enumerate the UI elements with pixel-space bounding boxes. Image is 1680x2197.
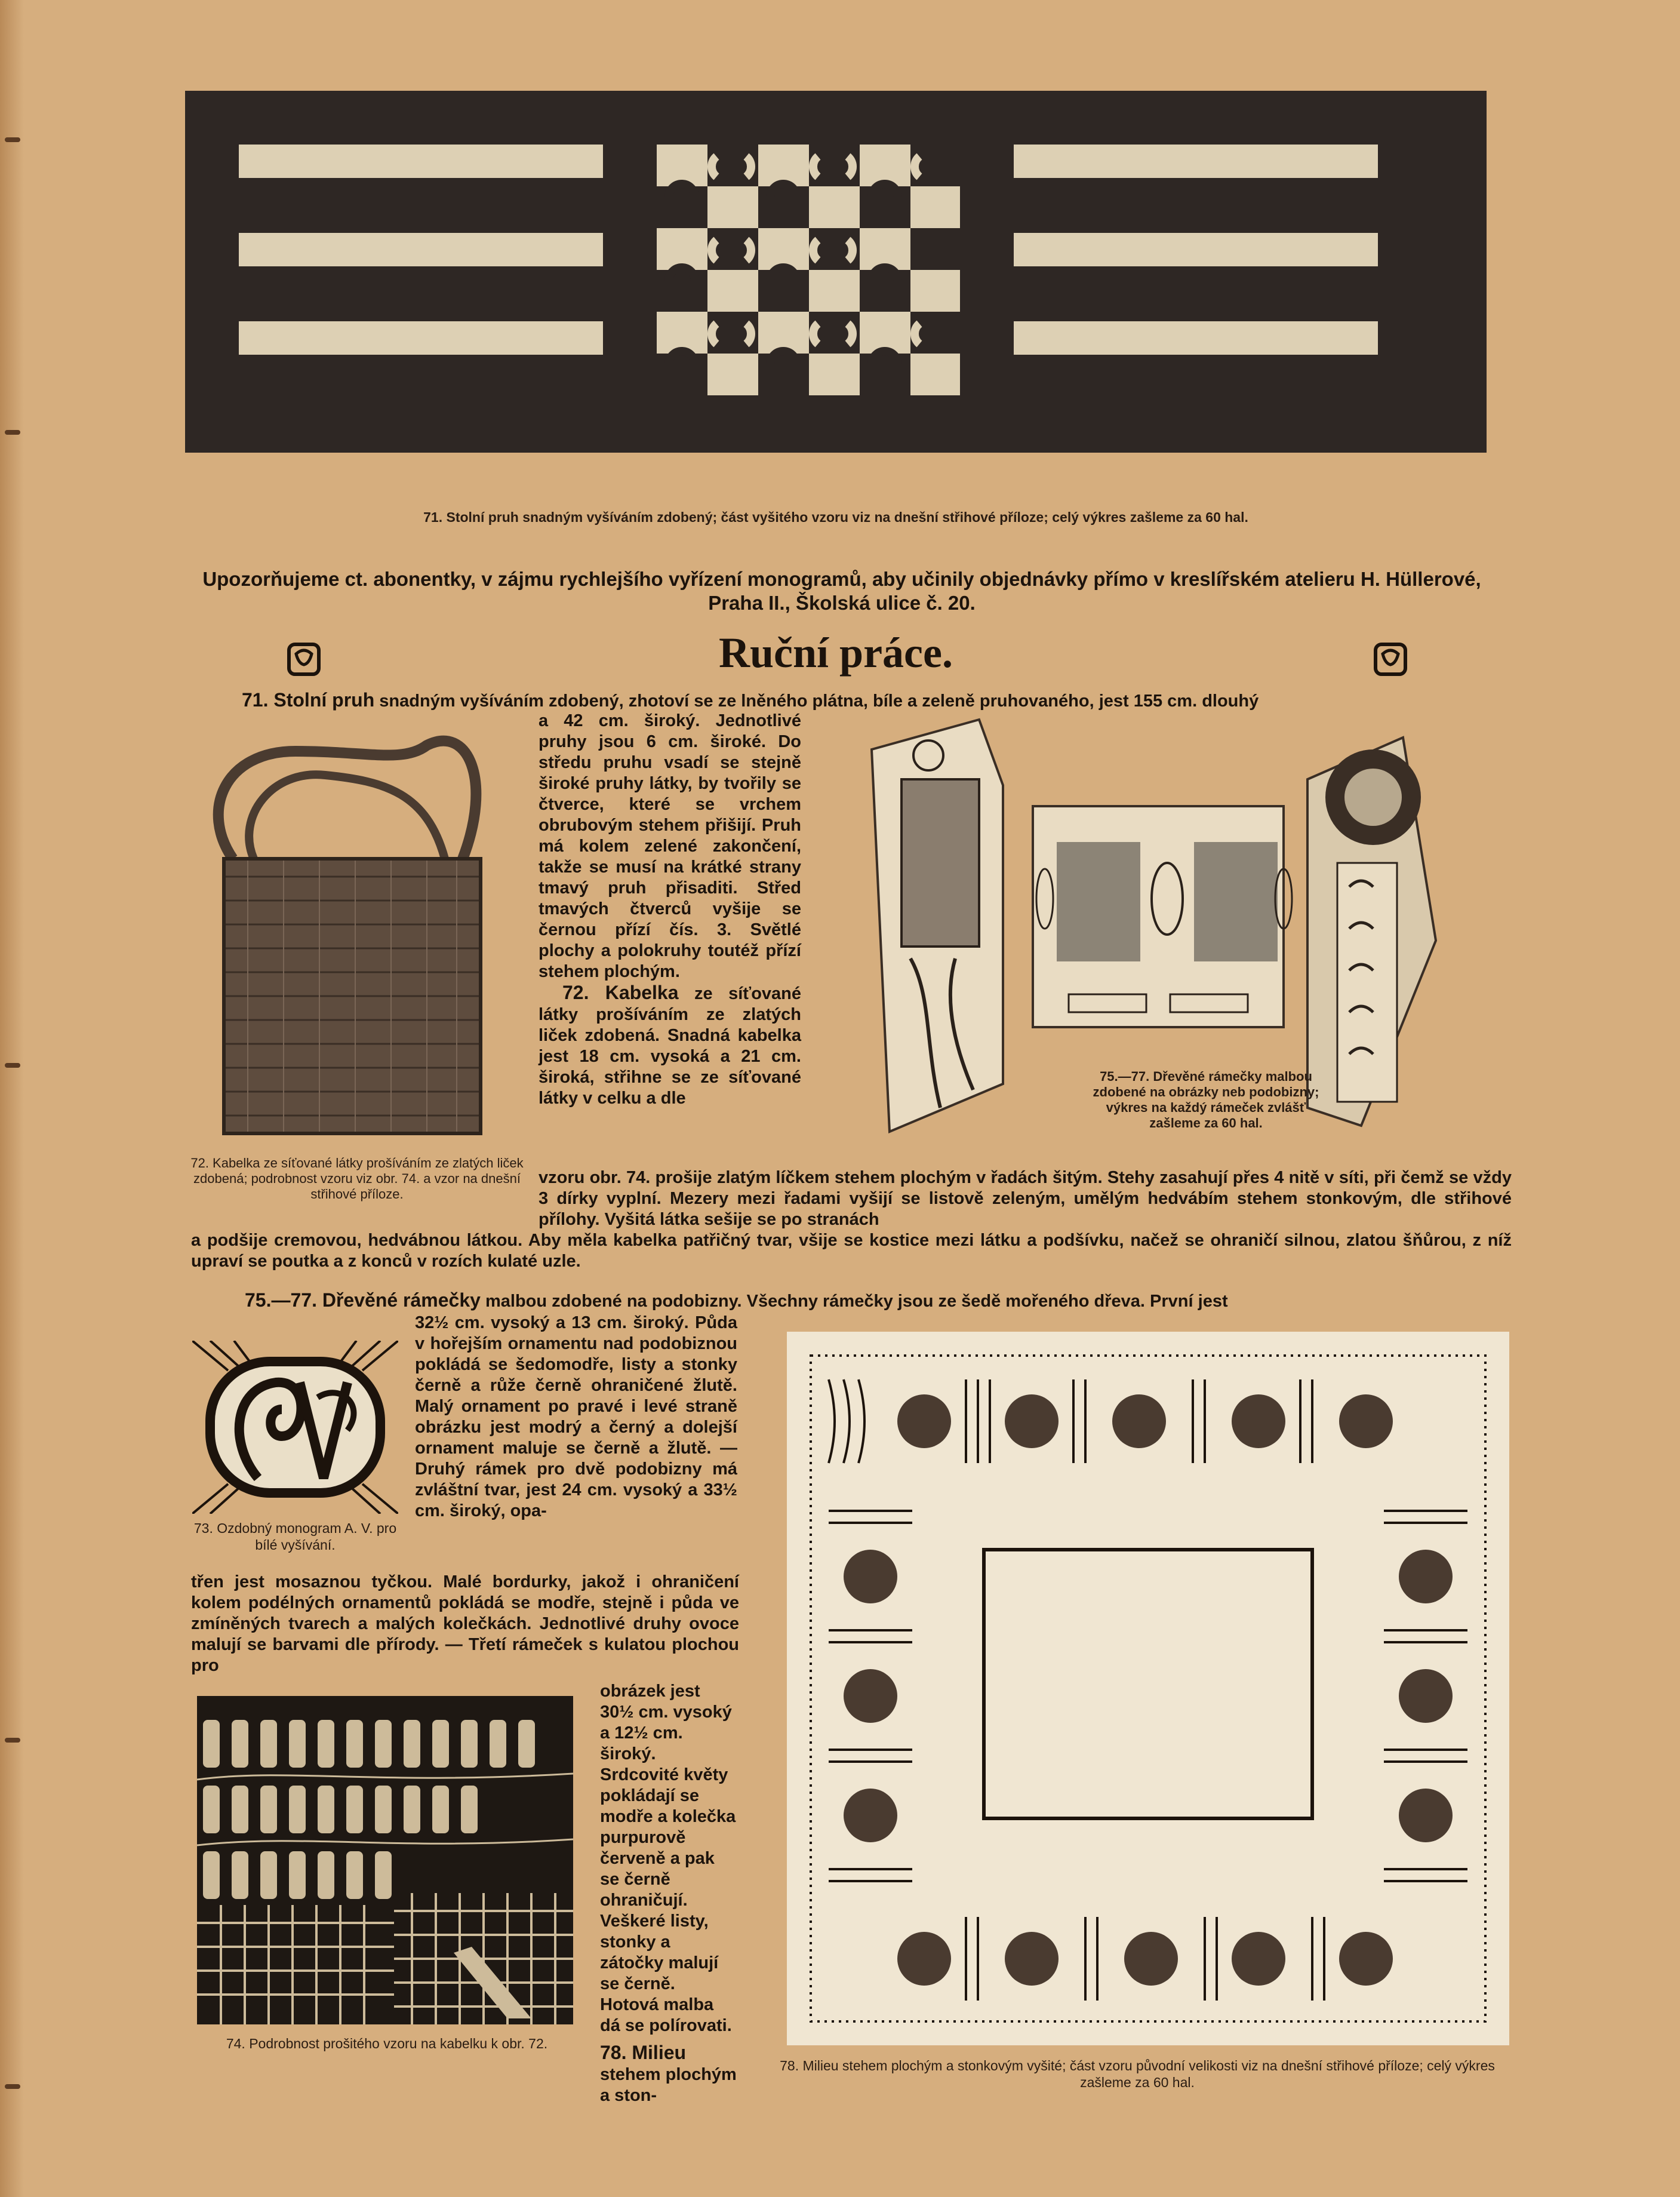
article-72-lead: 72. Kabelka xyxy=(562,982,679,1003)
figure-78-milieu xyxy=(787,1332,1509,2045)
article-72-wide-text-a: vzoru obr. 74. prošije zlatým líčkem stehem plochým v řadách šitým. Stehy zasahují přes 4 nitě v síti, při čemž se vždy 3 dírky vyplní. Mezery mezi řadami vyšijí se listově zeleným, umělým hedvábím stehem stonkovým, dle střihové přílohy. Vyšitá látka sešije se po stranách xyxy=(539,1168,1512,1229)
article-75-column xyxy=(415,1313,737,1522)
article-71-first-line xyxy=(242,690,1513,712)
binding-mark xyxy=(5,1738,20,1743)
binding-mark xyxy=(5,430,20,435)
figure-73-caption: 73. Ozdobný monogram A. V. pro bílé vyšívání. xyxy=(193,1520,397,1553)
article-71-first-line-text: snadným vyšíváním zdobený, zhotoví se ze lněného plátna, bíle a zeleně pruhovaného, jest 155 cm. dlouhý xyxy=(379,692,1259,711)
figure-75-77-caption: 75.—77. Dřevěné rámečky malbou zdobené na obrázky neb podobizny; výkres na každý rámeček zvlášť zašleme za 60 hal. xyxy=(1093,1069,1319,1130)
article-column-71-72 xyxy=(539,711,801,1109)
figure-74-caption: 74. Podrobnost prošitého vzoru na kabelku k obr. 72. xyxy=(226,2036,548,2051)
figure-74-stitch-detail xyxy=(197,1696,573,2024)
page-binding-edge xyxy=(0,0,24,2197)
ornament-icon xyxy=(1373,642,1408,677)
article-75-wide-text: třen jest mosaznou tyčkou. Malé bordurky, jakož i ohraničení kolem podélných ornamentů pokládá se modře, stejně i půda ve zmíněných tvarech a malých kolečkách. Jednotlivé druhy ovoce malují se barvami dle přírody. — Třetí rámeček s kulatou plochou pro xyxy=(191,1572,739,1675)
ornament-icon xyxy=(287,642,321,677)
article-75-narrow-text: obrázek jest 30½ cm. vysoký a 12½ cm. široký. Srdcovité květy pokládají se modře a kolečka purpurově červeně a pak se černě ohraničují. Veškeré listy, stonky a zátočky malují se černě. Hotová malba dá se polírovati. xyxy=(600,1682,736,2035)
article-72-full xyxy=(191,1230,1512,1272)
binding-mark xyxy=(5,137,20,142)
binding-mark xyxy=(5,1063,20,1068)
binding-mark xyxy=(5,2084,20,2089)
notice-text: Upozorňujeme ct. abonentky, v zájmu rychlejšího vyřízení monogramů, aby učinily objednávky přímo v kreslířském atelieru H. Hüllerové, Praha II., Školská ulice č. 20. xyxy=(202,568,1481,614)
figure-71-caption: 71. Stolní pruh snadným vyšíváním zdobený; část vyšitého vzoru viz na dnešní střihové příloze; celý výkres zašleme za 60 hal. xyxy=(423,509,1248,525)
figure-72-caption: 72. Kabelka ze síťované látky prošíváním ze zlatých liček zdobená; podrobnost vzoru viz obr. 74. a vzor na dnešní střihové příloze. xyxy=(190,1156,524,1202)
figure-78-caption: 78. Milieu stehem plochým a stonkovým vyšité; část vzoru původní velikosti viz na dnešní střihové příloze; celý výkres zašleme za 60 hal. xyxy=(780,2058,1495,2090)
article-72-wide-text-b: a podšije cremovou, hedvábnou látkou. Aby měla kabelka patřičný tvar, všije se kostice mezi látku a podšívku, načež se ohraničí silnou, zlatou šňůrou, z níž upraví se poutka a z konců v rozích kulaté uzle. xyxy=(191,1231,1512,1271)
article-71-lead: 71. Stolní pruh xyxy=(242,689,375,711)
article-75-first-line-text: malbou zdobené na podobizny. Všechny rámečky jsou ze šedě mořeného dřeva. První jest xyxy=(485,1292,1228,1311)
section-title: Ruční práce. xyxy=(719,629,953,677)
article-72-column-text: ze síťované látky prošíváním ze zlatých liček zdobená. Snadná kabelka jest 18 cm. vysoká a 21 cm. široká, střihne se ze síťované látky v celku a dle xyxy=(539,984,802,1108)
article-78-lead: 78. Milieu xyxy=(600,2042,687,2063)
article-75-column-text: 32½ cm. vysoký a 13 cm. široký. Půda v hořejším ornamentu nad podobiznou pokládá se šedomodře, listy a stonky černě a růže černě ohraničené žlutě. Malý ornament po pravé i levé straně obrázku jest modrý a černý a dolejší ornament maluje se černě a žlutě. — Druhý rámek pro dvě podobizny má zvláštní tvar, jest 24 cm. vysoký a 33½ cm. široký, opa- xyxy=(415,1313,737,1520)
article-75-first-line xyxy=(245,1290,1512,1312)
article-75-narrow xyxy=(600,1681,737,2106)
article-78-start: stehem plochým a ston- xyxy=(600,2065,737,2105)
figure-71-table-runner xyxy=(185,91,1487,453)
figure-72-net-bag xyxy=(188,727,522,1145)
article-72-wide xyxy=(539,1167,1512,1230)
article-71-column-text: a 42 cm. široký. Jednotlivé pruhy jsou 6 cm. široké. Do středu pruhu vsadí se stejně široké pruhy látky, by tvořily se čtverce, které se vrchem obrubovým stehem přišijí. Pruh má kolem zelené zakončení, takže se musí na krátké strany tmavý pruh přisaditi. Střed tmavých čtverců vyšije se černou přízí čís. 3. Světlé plochy a polokruhy toutéž přízí stehem plochým. xyxy=(539,711,801,981)
article-75-wide xyxy=(191,1572,739,1676)
article-75-lead: 75.—77. Dřevěné rámečky xyxy=(245,1289,481,1311)
figure-73-monogram xyxy=(192,1341,398,1514)
